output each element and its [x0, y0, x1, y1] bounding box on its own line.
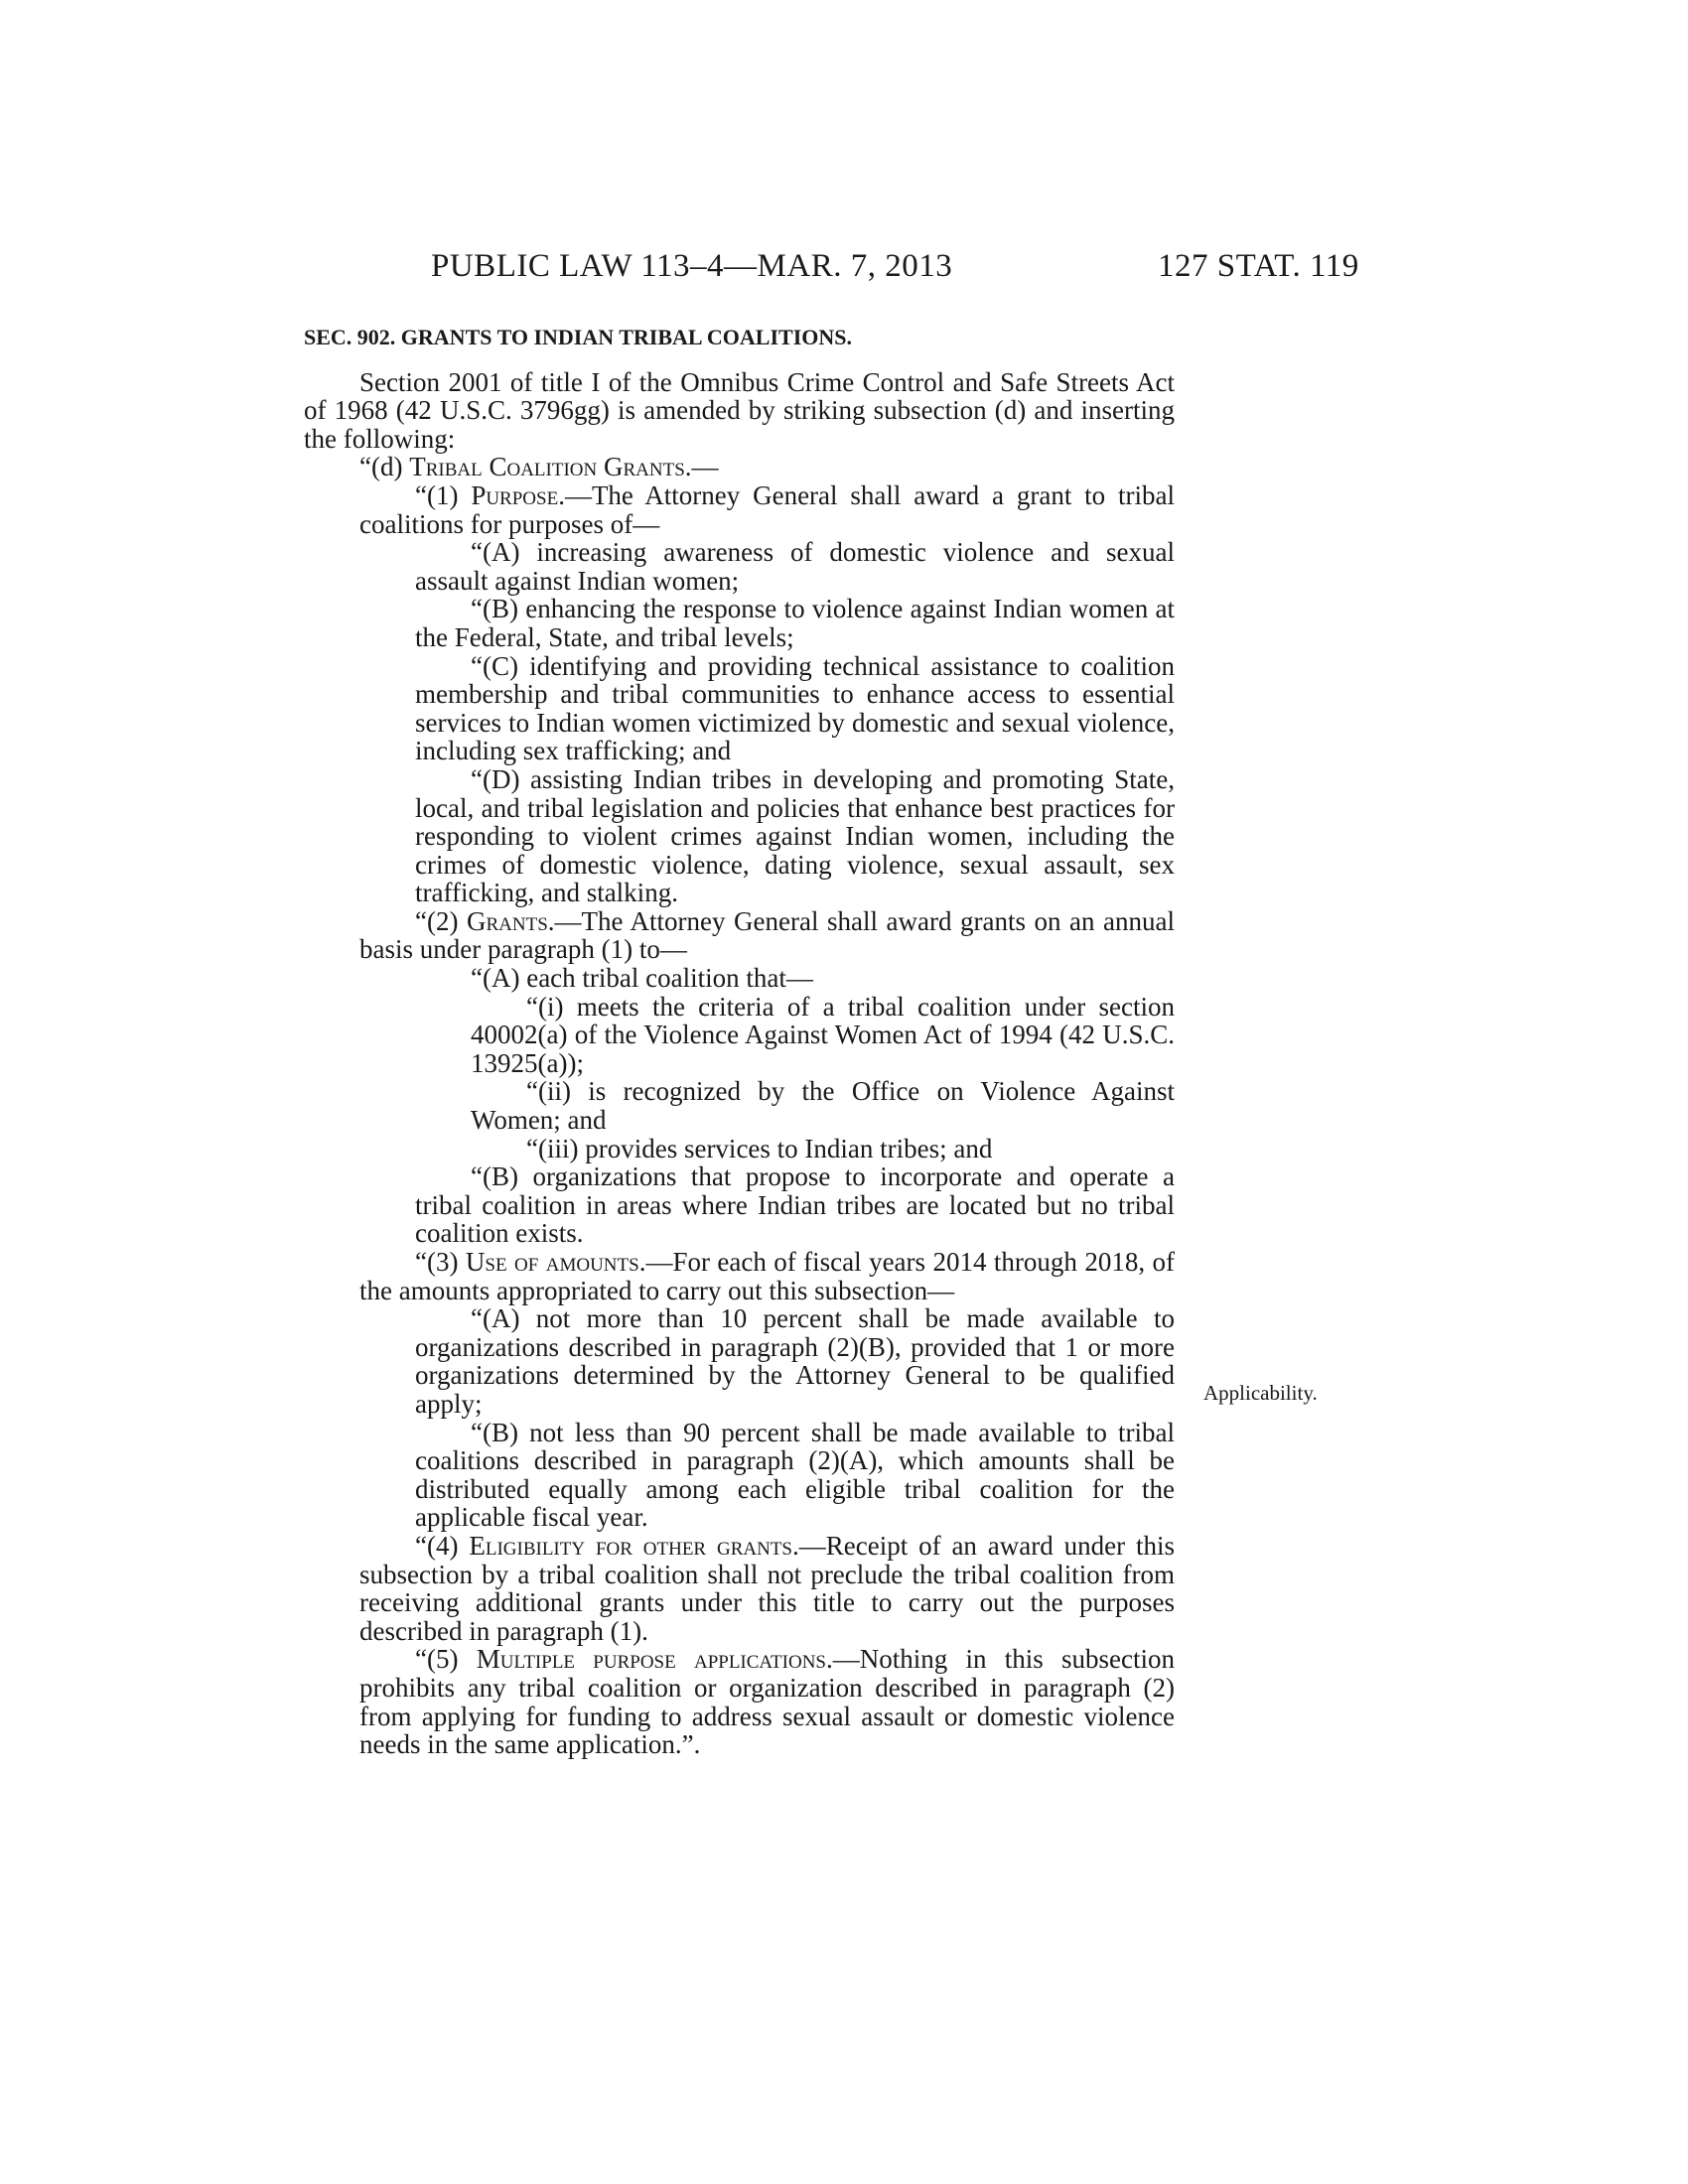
paragraph-4-eligibility: “(4) Eligibility for other grants.—Receipt of an award under this subsection by a tribal coalition shall not preclude the tribal coalition from receiving additional grants under this title to carry out the purposes described in paragraph (1).	[359, 1530, 1175, 1646]
paragraph-2-grants: “(2) Grants.—The Attorney General shall award grants on an annual basis under paragraph (1) to—	[359, 905, 1176, 965]
paragraph-3-use-of-amounts: “(3) Use of amounts.—For each of fiscal years 2014 through 2018, of the amounts appropriated to carry out this subsection—	[359, 1247, 1176, 1305]
paragraph-1-D: “(D) assisting Indian tribes in developing and promoting State, local, and tribal legislation and policies that enhance best practices for responding to violent crimes against Indian women, including the crimes of domestic violence, dating violence, sexual assault, sex trafficking, and stalking.	[415, 763, 1175, 908]
paragraph-2-B: “(B) organizations that propose to incorporate and operate a tribal coalition in areas where Indian tribes are located but no tribal coalition exists.	[415, 1161, 1175, 1249]
page-stat-number: 127 STAT. 119	[1158, 248, 1359, 284]
paragraph-1-purpose: “(1) Purpose.—The Attorney General shall award a grant to tribal coalitions for purposes of—	[359, 479, 1175, 539]
paragraph-5-caption: Multiple purpose applications	[476, 1644, 826, 1675]
paragraph-5-multiple-purpose: “(5) Multiple purpose applications.—Nothing in this subsection prohibits any tribal coalition or organization described in paragraph (2) from applying for funding to address sexual assault or domestic violence needs in the same application.”.	[359, 1644, 1176, 1760]
paragraph-2-A: “(A) each tribal coalition that—	[471, 963, 813, 994]
paragraph-2-A-i: “(i) meets the criteria of a tribal coalition under section 40002(a) of the Violence Against Women Act of 1994 (42 U.S.C. 13925(a));	[471, 991, 1175, 1078]
paragraph-2-A-ii: “(ii) is recognized by the Office on Violence Against Women; and	[471, 1076, 1175, 1136]
section-heading: SEC. 902. GRANTS TO INDIAN TRIBAL COALITIONS.	[304, 325, 852, 349]
paragraph-1-B: “(B) enhancing the response to violence against Indian women at the Federal, State, and tribal levels;	[415, 594, 1175, 652]
paragraph-1-C: “(C) identifying and providing technical assistance to coalition membership and tribal communities to enhance access to essential services to Indian women victimized by domestic and sexual violence, including sex trafficking; and	[415, 650, 1175, 766]
paragraph-1-caption: Purpose	[471, 479, 559, 510]
paragraph-3-A: “(A) not more than 10 percent shall be made available to organizations described in paragraph (2)(B), provided that 1 or more organizations determined by the Attorney General to be qualified apply;	[415, 1303, 1175, 1419]
paragraph-1-A: “(A) increasing awareness of domestic violence and sexual assault against Indian women;	[415, 537, 1175, 596]
paragraph-3-B: “(B) not less than 90 percent shall be made available to tribal coalitions described in paragraph (2)(A), which amounts shall be distributed equally among each eligible tribal coalition for the applicable fiscal year.	[415, 1417, 1175, 1533]
paragraph-2-A-iii: “(iii) provides services to Indian tribes; and	[526, 1133, 993, 1163]
intro-paragraph: Section 2001 of title I of the Omnibus Crime Control and Safe Streets Act of 1968 (42 U.S.C. 3796gg) is amended by striking subsection (d) and inserting the following:	[304, 366, 1175, 454]
subsection-d-caption: Tribal Coalition Grants	[409, 452, 685, 482]
subsection-d-heading: “(d) Tribal Coalition Grants.—	[359, 452, 719, 482]
paragraph-2-caption: Grants	[467, 905, 548, 936]
page-header-title: PUBLIC LAW 113–4—MAR. 7, 2013	[431, 248, 953, 284]
paragraph-4-caption: Eligibility for other grants	[469, 1530, 792, 1561]
document-body	[304, 324, 1175, 1759]
paragraph-3-caption: Use of amounts	[465, 1247, 639, 1277]
margin-note-applicability: Applicability.	[1203, 1381, 1318, 1405]
